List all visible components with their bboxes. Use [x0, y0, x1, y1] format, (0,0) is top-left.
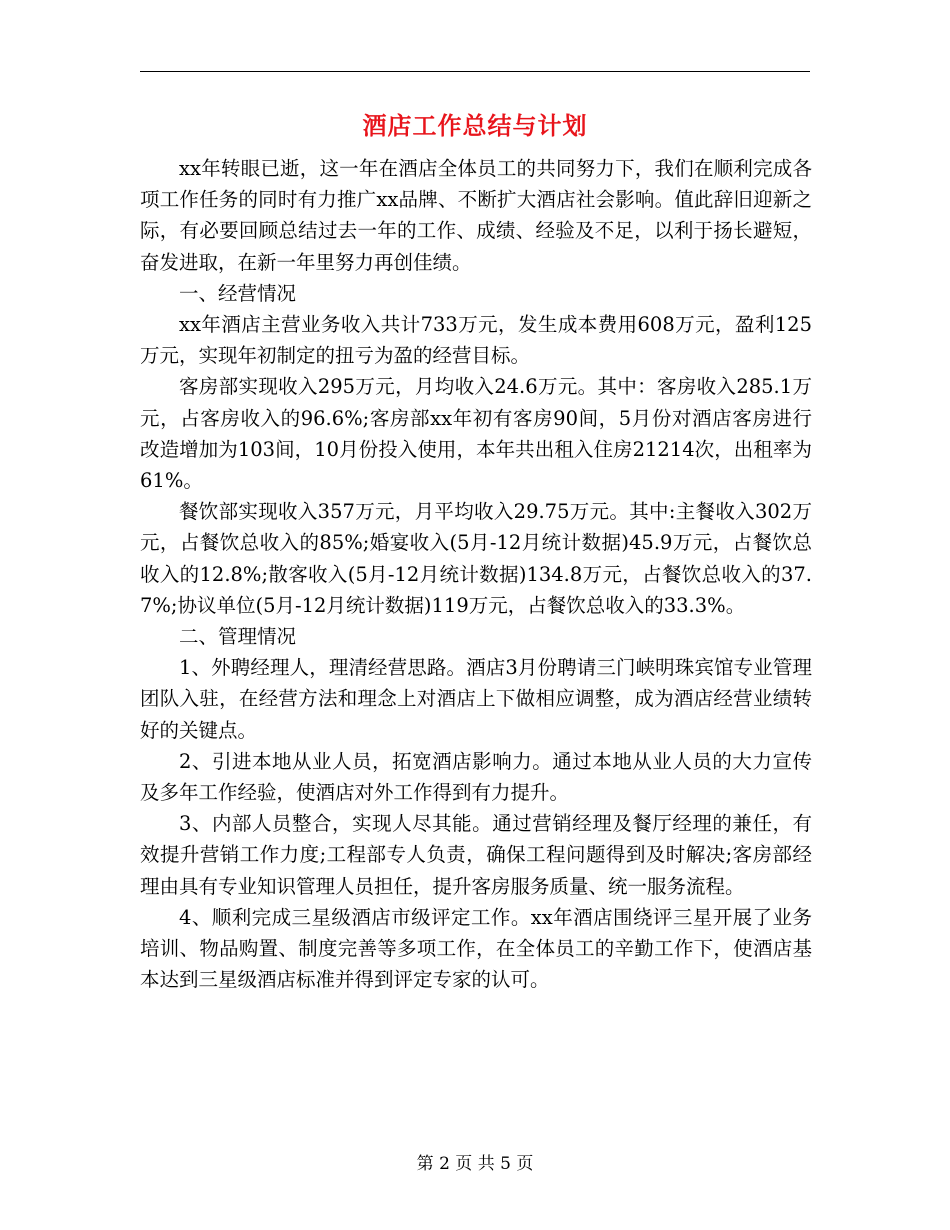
paragraph-revenue-summary: xx年酒店主营业务收入共计733万元，发生成本费用608万元，盈利125万元，实现年初制定的扭亏为盈的经营目标。	[140, 313, 812, 368]
paragraph-rooms-department: 客房部实现收入295万元，月均收入24.6万元。其中：客房收入285.1万元，占客房收入的96.6%;客房部xx年初有客房90间，5月份对酒店客房进行改造增加为103间，10月份投入使用，本年共出租入住房21214次，出租率为61%。	[140, 375, 812, 493]
section-heading-management: 二、管理情况	[179, 625, 297, 649]
document-title: 酒店工作总结与计划	[362, 111, 588, 140]
paragraph-management-item-1: 1、外聘经理人，理清经营思路。酒店3月份聘请三门峡明珠宾馆专业管理团队入驻，在经营方法和理念上对酒店上下做相应调整，成为酒店经营业绩转好的关键点。	[140, 656, 812, 742]
page-number-footer: 第 2 页 共 5 页	[416, 1154, 534, 1174]
section-heading-operations: 一、经营情况	[179, 281, 297, 305]
paragraph-catering-department: 餐饮部实现收入357万元，月平均收入29.75万元。其中:主餐收入302万元，占餐饮总收入的85%;婚宴收入(5月-12月统计数据)45.9万元，占餐饮总收入的12.8%;散客收入(5月-12月统计数据)134.8万元，占餐饮总收入的37.7%;协议单位(5月-12月统计数据)119万元，占餐饮总收入的33.3%。	[140, 500, 812, 617]
paragraph-management-item-4: 4、顺利完成三星级酒店市级评定工作。xx年酒店围绕评三星开展了业务培训、物品购置、制度完善等多项工作，在全体员工的辛勤工作下，使酒店基本达到三星级酒店标准并得到评定专家的认可。	[140, 905, 812, 992]
document-body	[140, 153, 812, 995]
paragraph-management-item-2: 2、引进本地从业人员，拓宽酒店影响力。通过本地从业人员的大力宣传及多年工作经验，使酒店对外工作得到有力提升。	[140, 749, 812, 805]
paragraph-management-item-3: 3、内部人员整合，实现人尽其能。通过营销经理及餐厅经理的兼任，有效提升营销工作力度;工程部专人负责，确保工程问题得到及时解决;客房部经理由具有专业知识管理人员担任，提升客房服务质量、统一服务流程。	[140, 812, 812, 898]
header-rule	[140, 71, 810, 72]
paragraph-intro: xx年转眼已逝，这一年在酒店全体员工的共同努力下，我们在顺利完成各项工作任务的同时有力推广xx品牌、不断扩大酒店社会影响。值此辞旧迎新之际，有必要回顾总结过去一年的工作、成绩、经验及不足，以利于扬长避短，奋发进取，在新一年里努力再创佳绩。	[140, 157, 812, 274]
